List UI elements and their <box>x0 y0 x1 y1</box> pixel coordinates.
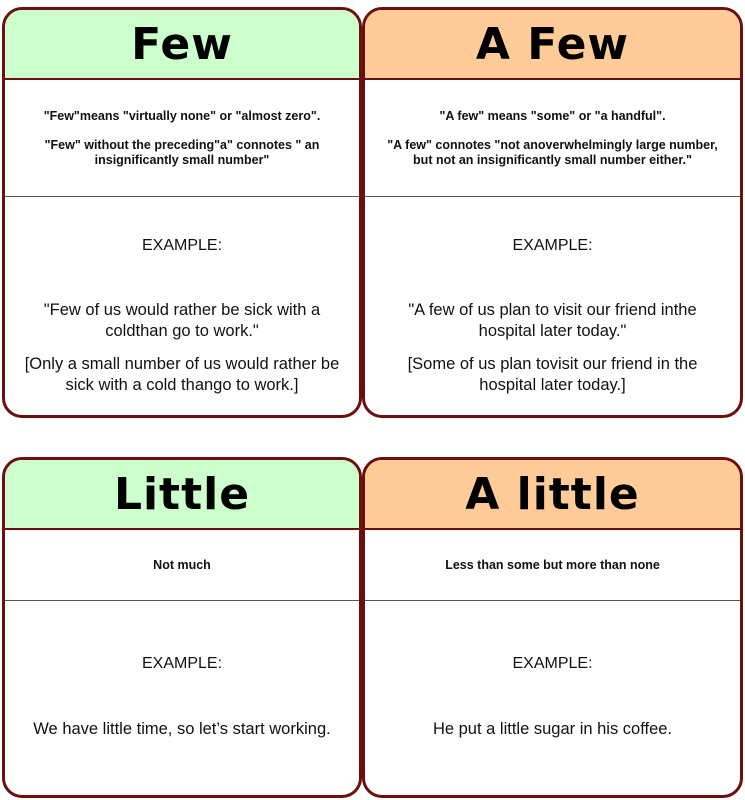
example-gloss: [Only a small number of us would rather be sick with a cold thango to work.] <box>24 355 340 394</box>
example-sentence: "A few of us plan to visit our friend inthe hospital later today." <box>408 301 697 340</box>
example-gloss: [Some of us plan tovisit our friend in the hospital later today.] <box>407 355 698 394</box>
definition-a-few <box>365 80 740 197</box>
example-label: EXAMPLE: <box>141 237 223 254</box>
card-title-a-little: A little <box>365 460 740 530</box>
definition-line: Less than some but more than none <box>445 557 660 572</box>
definition-line: Not much <box>153 557 211 572</box>
example-label: EXAMPLE: <box>512 237 593 254</box>
card-title-few: Few <box>5 10 359 80</box>
example-sentence: He put a little sugar in his coffee. <box>432 720 673 738</box>
definition-a-little <box>365 530 740 601</box>
card-a-little <box>362 457 743 798</box>
example-label: EXAMPLE: <box>512 655 593 672</box>
definition-little <box>5 530 359 601</box>
example-label: EXAMPLE: <box>141 655 223 672</box>
card-few <box>2 7 362 418</box>
card-title-a-few: A Few <box>365 10 740 80</box>
card-a-few <box>362 7 743 418</box>
example-a-few <box>365 197 740 415</box>
definition-line: but not an insignificantly small number either." <box>413 152 692 167</box>
example-a-little <box>365 601 740 797</box>
definition-line: "A few" means "some" or "a handful". <box>439 108 666 123</box>
card-little <box>2 457 362 798</box>
definition-line: "Few" without the preceding"a" connotes " an insignificantly small number" <box>44 137 320 167</box>
example-few <box>5 197 359 415</box>
example-sentence: We have little time, so let’s start working. <box>33 720 331 738</box>
definition-few <box>5 80 359 197</box>
definition-line: "Few"means "virtually none" or "almost zero". <box>43 108 321 123</box>
example-little <box>5 601 359 797</box>
definition-line: "A few" connotes "not anoverwhelmingly large number, <box>387 137 718 152</box>
example-sentence: "Few of us would rather be sick with a coldthan go to work." <box>43 301 321 340</box>
card-title-little: Little <box>5 460 359 530</box>
